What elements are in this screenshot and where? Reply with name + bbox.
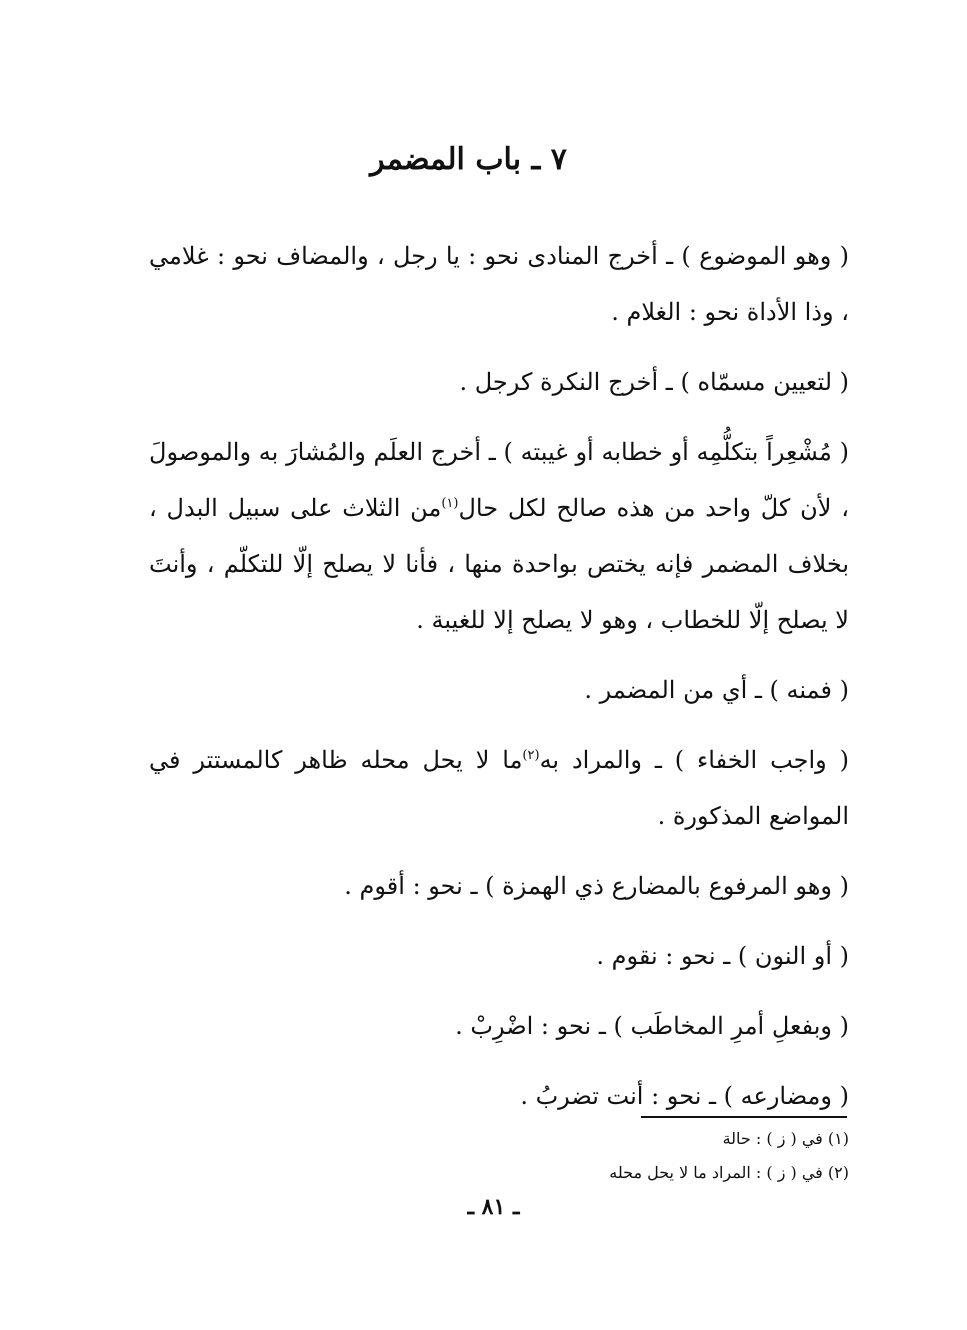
footnotes — [449, 1122, 849, 1190]
paragraph-marfu: ( وهو المرفوع بالمضارع ذي الهمزة ) ـ نحو : أقوم . — [344, 872, 849, 900]
chapter-title: ٧ ـ باب المضمر — [370, 142, 567, 177]
paragraph-mudari: ( ومضارعه ) ـ نحو : أنت تضربُ . — [520, 1082, 849, 1110]
footnote-mark-1: (١) — [441, 496, 459, 511]
paragraph-wajib-alkhafa: ( واجب الخفاء ) ـ والمراد به$^{(٢)}$ما لا يحل محله ظاهر كالمستتر في المواضع المذكورة . — [149, 746, 849, 830]
main-text — [149, 228, 849, 1138]
paragraph-mawdu: ( وهو الموضوع ) ـ أخرج المنادى نحو : يا رجل ، والمضاف نحو : غلامي ، وذا الأداة نحو : الغلام . — [149, 242, 849, 326]
footnote-mark-2: (٢) — [522, 748, 540, 763]
paragraph-amr: ( وبفعلِ أمرِ المخاطَب ) ـ نحو : اضْرِبْ . — [455, 1012, 849, 1040]
footnote-2: (٢) في ( ز ) : المراد ما لا يحل محله — [609, 1163, 849, 1182]
paragraph-tayin: ( لتعيين مسمّاه ) ـ أخرج النكرة كرجل . — [459, 368, 849, 396]
page-number: ـ ٨١ ـ — [467, 1194, 520, 1220]
paragraph-faminhu: ( فمنه ) ـ أي من المضمر . — [584, 676, 849, 704]
paragraph-nun: ( أو النون ) ـ نحو : نقوم . — [596, 942, 849, 970]
footnote-1: (١) في ( ز ) : حالة — [722, 1129, 849, 1148]
paragraph-mushir: ( مُشْعِراً بتكلُّمِه أو خطابه أو غيبته ) ـ أخرج العلَم والمُشارَ به والموصولَ ، لأن كلّ واحد من هذه صالح لكل حال$^{(١)}$من الثلاث على سبيل البدل ، بخلاف المضمر فإنه يختص بواحدة منها ، فأنا لا يصلح إلّا للتكلّم ، وأنتَ لا يصلح إلّا للخطاب ، وهو لا يصلح إلا للغيبة . — [149, 438, 850, 634]
footnote-divider — [641, 1116, 847, 1118]
